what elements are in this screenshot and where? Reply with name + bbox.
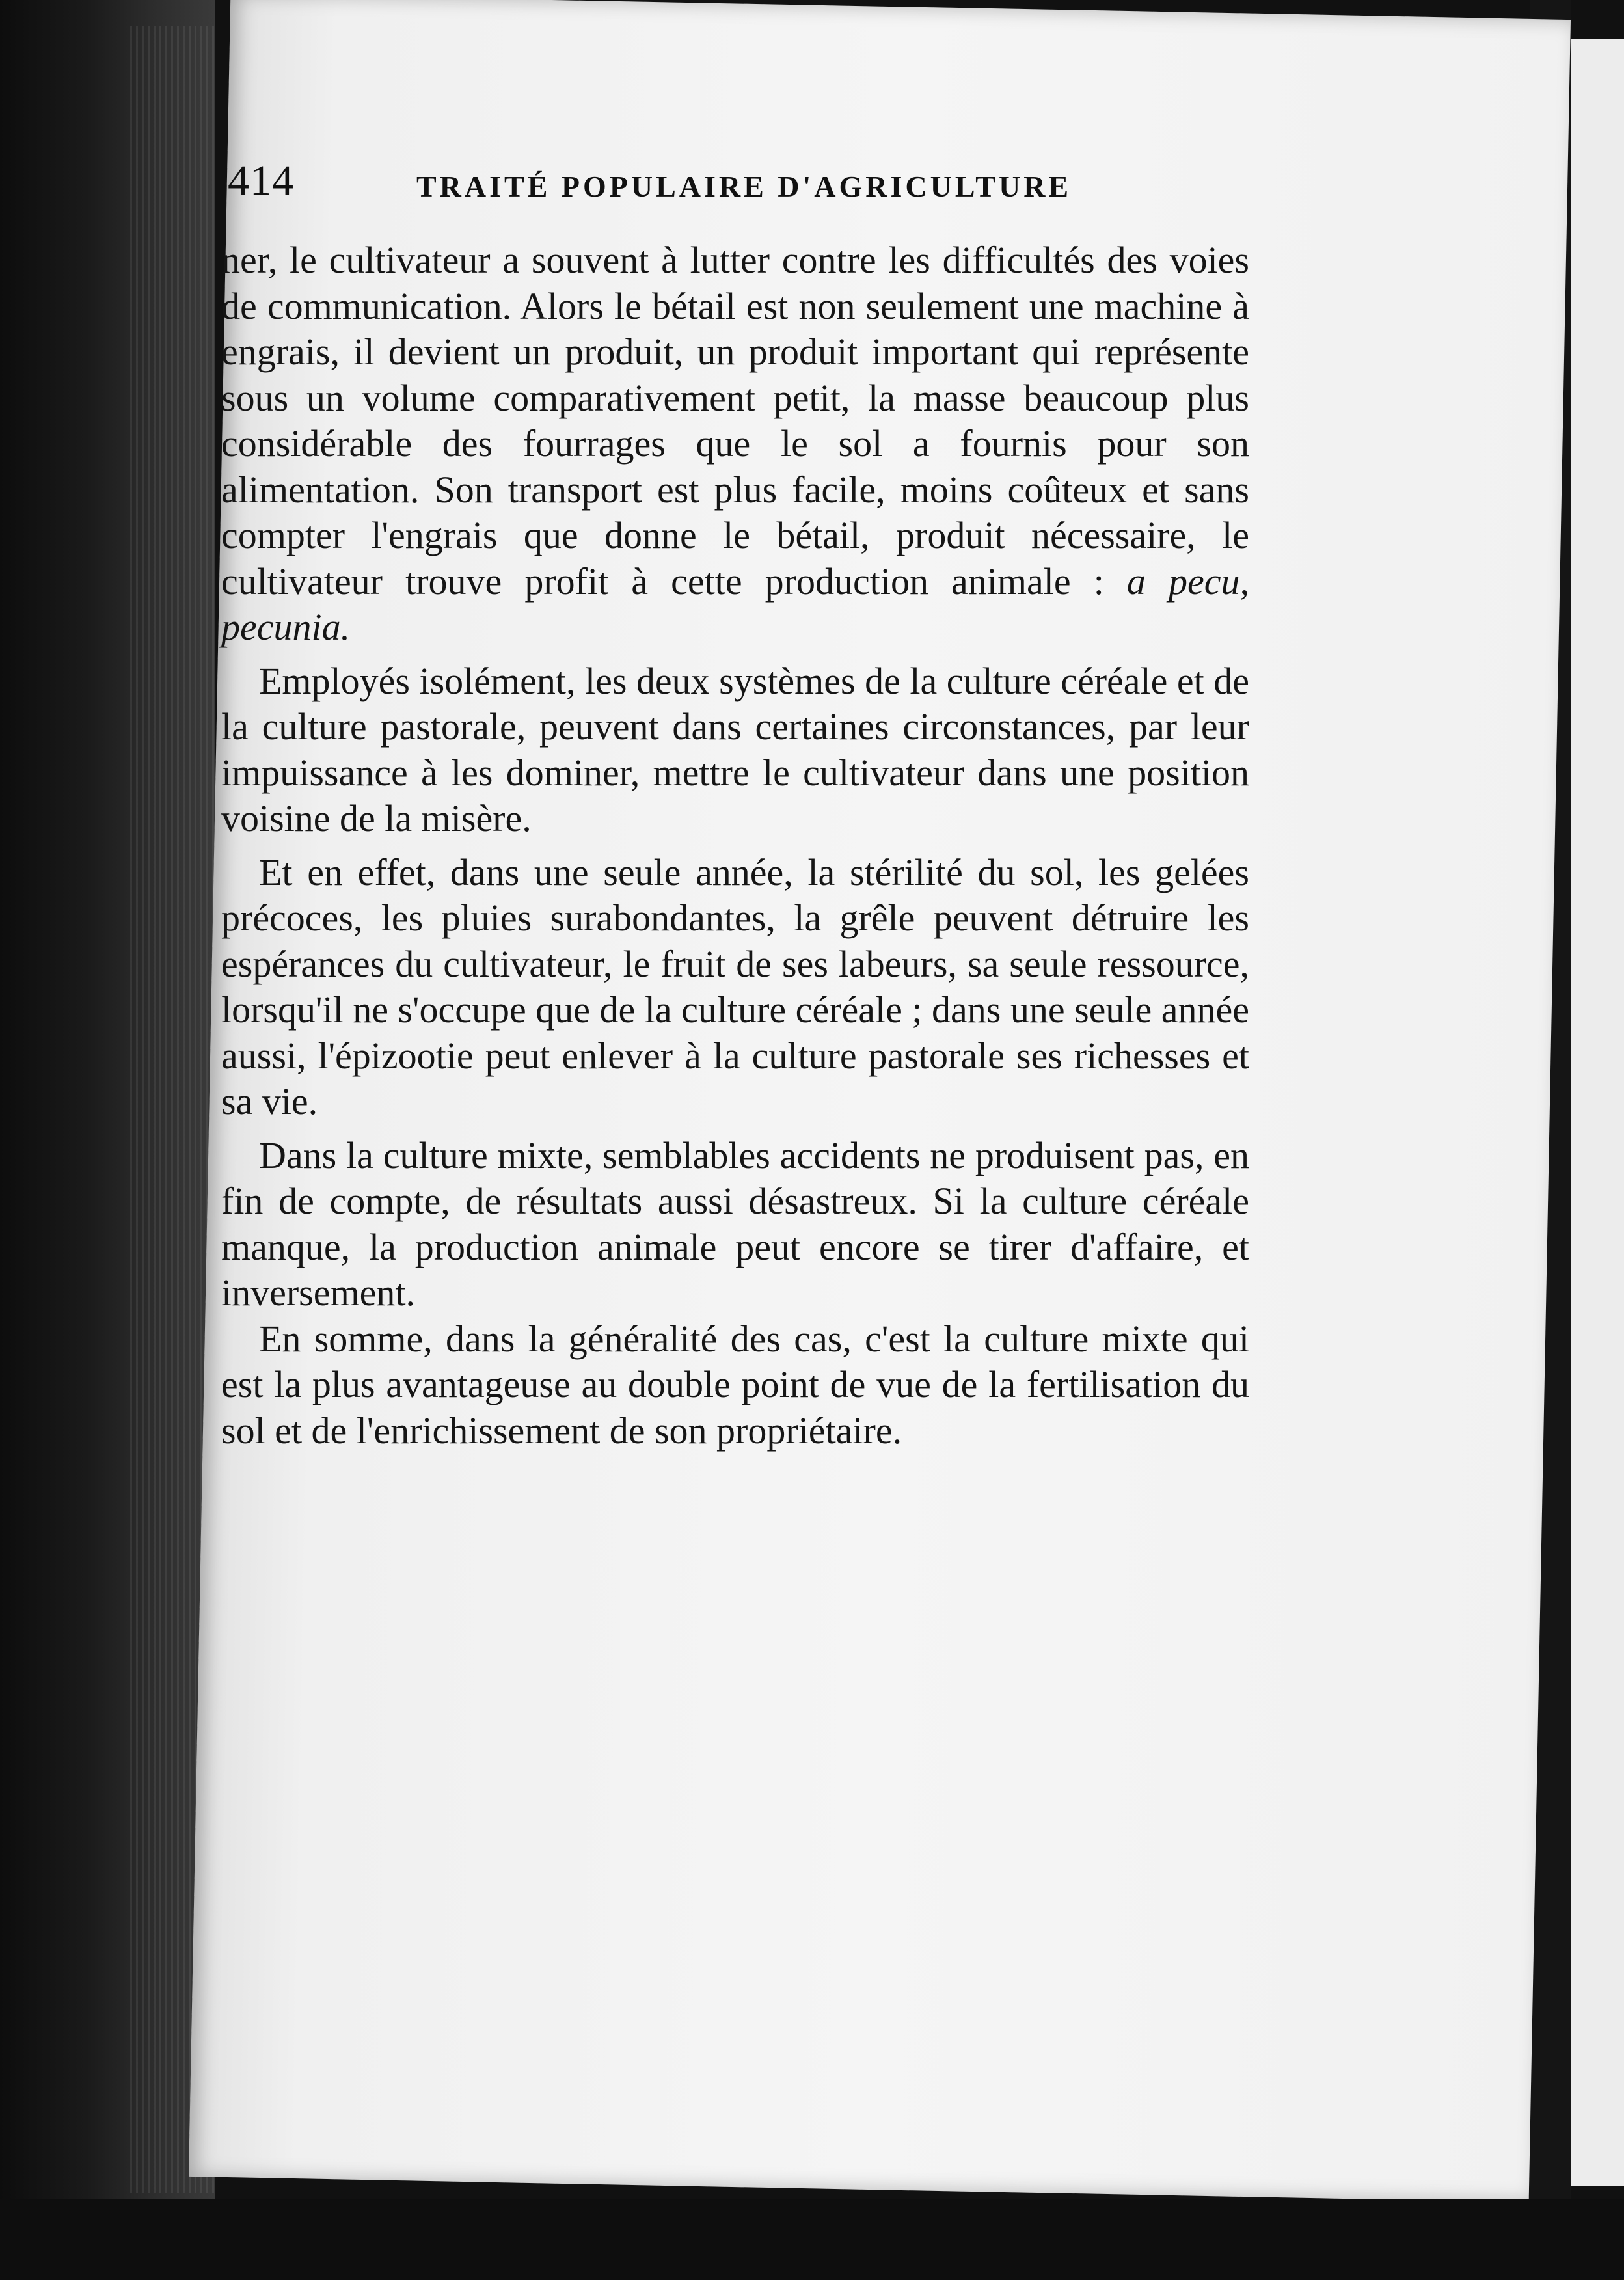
paragraph-1-text: ner, le cultivateur a souvent à lutter contre les difficultés des voies de communication. Alors le bétail est non seulement une machine à engrais, il devient un produit, un produit important qui représente sous un volume comparativement petit, la masse beaucoup plus considérable des fourrages que le sol a fournis pour son alimentation. Son transport est plus facile, moins coûteux et sans compter l'engrais que donne le bétail, produit nécessaire, le cultivateur trouve profit à cette production animale : [221, 239, 1249, 603]
bottom-shadow [0, 2199, 1624, 2280]
paragraph-4: Dans la culture mixte, semblables accidents ne produisent pas, en fin de compte, de résultats aussi désastreux. Si la culture céréale manque, la production animale peut encore se tirer d'affaire, et inversement. [221, 1133, 1249, 1314]
running-title: TRAITÉ POPULAIRE D'AGRICULTURE [416, 170, 1072, 203]
paragraph-5: En somme, dans la généralité des cas, c'est la culture mixte qui est la plus avantageuse au double point de vue de la fertilisation du sol et de l'enrichissement de son propriétaire. [221, 1317, 1249, 1452]
latin-phrase: a pecu, pecunia. [221, 560, 1249, 648]
paragraph-3: Et en effet, dans une seule année, la stérilité du sol, les gelées précoces, les pluies surabondantes, la grêle peuvent détruire les espérances du cultivateur, le fruit de ses labeurs, sa seule ressource, lorsqu'il ne s'occupe que de la culture céréale ; dans une seule année aussi, l'épizootie peut enlever à la culture pastorale ses richesses et sa vie. [221, 850, 1249, 1122]
page-header [228, 156, 1256, 221]
body-text [221, 238, 1249, 1454]
next-page-edge [1571, 39, 1624, 2186]
paragraph-2: Employés isolément, les deux systèmes de la culture céréale et de la culture pastorale, peuvent dans certaines circonstances, par leur impuissance à les dominer, mettre le cultivateur dans une position voisine de la misère. [221, 659, 1249, 839]
paragraph-1 [221, 238, 1249, 651]
page-number: 414 [228, 157, 294, 204]
